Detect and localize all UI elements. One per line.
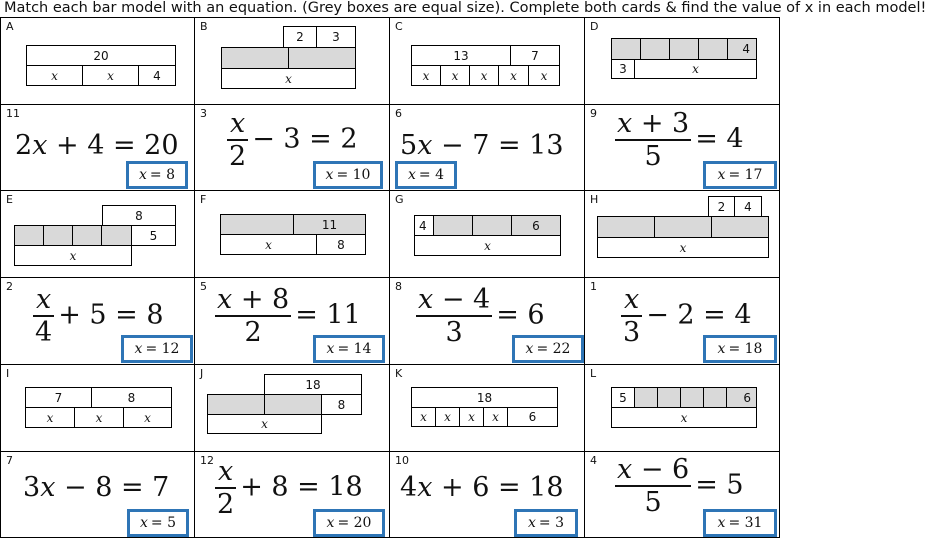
bar-x: x bbox=[597, 237, 769, 258]
answer-box[interactable]: x = 3 bbox=[514, 509, 578, 537]
card-label: 4 bbox=[590, 454, 597, 467]
grey-box bbox=[654, 216, 712, 238]
bar-x: x bbox=[469, 65, 499, 86]
bar-x: x bbox=[14, 245, 132, 266]
grey-box-constant: 6 bbox=[511, 215, 561, 236]
card-equation-5[interactable] bbox=[194, 277, 390, 365]
bar-constant: 5 bbox=[611, 387, 635, 408]
card-label: F bbox=[200, 193, 207, 206]
answer-box[interactable]: x = 5 bbox=[127, 509, 189, 537]
card-equation-10[interactable] bbox=[389, 451, 585, 538]
bar-x: x bbox=[220, 234, 317, 255]
bar-x: x bbox=[82, 65, 139, 86]
bar-x: x bbox=[26, 65, 83, 86]
card-b[interactable] bbox=[194, 17, 390, 105]
card-equation-3[interactable] bbox=[194, 104, 390, 191]
bar-total: 18 bbox=[411, 387, 558, 408]
card-label: 3 bbox=[200, 107, 207, 120]
card-equation-1[interactable] bbox=[584, 277, 780, 365]
card-label: H bbox=[590, 193, 599, 206]
grey-box bbox=[14, 225, 44, 246]
answer-box[interactable]: x = 20 bbox=[313, 509, 385, 537]
card-label: I bbox=[6, 367, 10, 380]
card-label: 2 bbox=[6, 280, 13, 293]
equation: $\frac{x - 6}{5}$ = 5 bbox=[617, 454, 744, 518]
grey-box bbox=[72, 225, 102, 246]
bar-x: x bbox=[25, 407, 75, 428]
bar-x: x bbox=[123, 407, 172, 428]
bar-x: x bbox=[440, 65, 470, 86]
bar-constant: 7 bbox=[510, 45, 560, 66]
bar-constant: 3 bbox=[611, 59, 635, 79]
equation: 5x − 7 = 13 bbox=[400, 130, 564, 161]
card-j[interactable] bbox=[194, 364, 390, 452]
card-label: B bbox=[200, 20, 208, 33]
card-label: 11 bbox=[6, 107, 20, 120]
card-equation-7[interactable] bbox=[0, 451, 195, 538]
grey-box bbox=[680, 387, 704, 408]
card-label: A bbox=[6, 20, 14, 33]
grey-box bbox=[43, 225, 73, 246]
grey-box bbox=[640, 38, 670, 60]
grey-box bbox=[101, 225, 132, 246]
equation: $\frac{x}{2}$ + 8 = 18 bbox=[217, 456, 363, 520]
answer-box[interactable]: x = 18 bbox=[703, 335, 777, 363]
grey-box-constant: 6 bbox=[726, 387, 757, 408]
grey-box bbox=[207, 394, 265, 415]
grey-box bbox=[221, 47, 289, 69]
card-equation-2[interactable] bbox=[0, 277, 195, 365]
card-equation-4[interactable] bbox=[584, 451, 780, 538]
equation: 4x + 6 = 18 bbox=[400, 472, 564, 503]
bar-x: x bbox=[634, 59, 757, 79]
card-label: 7 bbox=[6, 454, 13, 467]
card-equation-9[interactable] bbox=[584, 104, 780, 191]
card-e[interactable] bbox=[0, 190, 195, 278]
card-label: 8 bbox=[395, 280, 402, 293]
card-label: 1 bbox=[590, 280, 597, 293]
card-k[interactable] bbox=[389, 364, 585, 452]
grey-box bbox=[703, 387, 727, 408]
grey-box bbox=[220, 214, 294, 235]
card-label: J bbox=[200, 367, 204, 380]
bar-x: x bbox=[411, 65, 441, 86]
card-equation-12[interactable] bbox=[194, 451, 390, 538]
bar-constant: 8 bbox=[102, 205, 176, 226]
answer-box[interactable]: x = 12 bbox=[121, 335, 193, 363]
bar-x: x bbox=[207, 414, 322, 434]
card-c[interactable] bbox=[389, 17, 585, 105]
card-label: K bbox=[395, 367, 403, 380]
grey-box bbox=[288, 47, 356, 69]
answer-box[interactable]: x = 22 bbox=[512, 335, 584, 363]
card-label: 9 bbox=[590, 107, 597, 120]
card-h[interactable] bbox=[584, 190, 780, 278]
equation: $\frac{x}{3}$ − 2 = 4 bbox=[623, 284, 752, 348]
grey-box bbox=[611, 38, 641, 60]
bar-x: x bbox=[435, 407, 460, 427]
grey-box bbox=[472, 215, 512, 236]
equation: $\frac{x + 8}{2}$ = 11 bbox=[217, 284, 361, 348]
bar-constant: 6 bbox=[507, 407, 558, 427]
card-label: G bbox=[395, 193, 404, 206]
grey-box bbox=[264, 394, 322, 415]
card-f[interactable] bbox=[194, 190, 390, 278]
bar-constant: 18 bbox=[264, 374, 362, 395]
bar-x: x bbox=[414, 235, 561, 256]
bar-constant: 8 bbox=[316, 234, 366, 255]
grey-box bbox=[669, 38, 699, 60]
bar-constant: 2 bbox=[283, 26, 317, 48]
answer-box[interactable]: x = 14 bbox=[313, 335, 385, 363]
bar-x: x bbox=[221, 68, 356, 89]
card-label: C bbox=[395, 20, 403, 33]
bar-constant: 4 bbox=[414, 215, 434, 236]
card-label: 6 bbox=[395, 107, 402, 120]
answer-box[interactable]: x = 4 bbox=[395, 161, 457, 189]
bar-constant: 5 bbox=[131, 225, 176, 246]
bar-x: x bbox=[459, 407, 484, 427]
bar-x: x bbox=[498, 65, 529, 86]
card-equation-8[interactable] bbox=[389, 277, 585, 365]
grey-box bbox=[634, 387, 658, 408]
bar-x: x bbox=[483, 407, 508, 427]
answer-box[interactable]: x = 17 bbox=[703, 161, 777, 189]
card-g[interactable] bbox=[389, 190, 585, 278]
equation: 2x + 4 = 20 bbox=[15, 130, 179, 161]
card-equation-11[interactable] bbox=[0, 104, 195, 191]
bar-x: x bbox=[411, 407, 436, 427]
card-label: D bbox=[590, 20, 599, 33]
bar-constant: 8 bbox=[91, 387, 172, 408]
grey-box-constant: 4 bbox=[727, 38, 757, 60]
equation: $\frac{x}{4}$ + 5 = 8 bbox=[35, 284, 164, 348]
bar-total: 20 bbox=[26, 45, 176, 66]
bar-constant: 2 bbox=[708, 196, 735, 217]
equation: $\frac{x - 4}{3}$ = 6 bbox=[418, 284, 545, 348]
card-label: L bbox=[590, 367, 597, 380]
grey-box bbox=[433, 215, 473, 236]
worksheet-title: Match each bar model with an equation. (Grey boxes are equal size). Complete both cards & find the value of x in each model! bbox=[4, 0, 926, 16]
bar-x: x bbox=[528, 65, 560, 86]
equation: 3x − 8 = 7 bbox=[23, 472, 170, 503]
grey-box-constant: 11 bbox=[293, 214, 366, 235]
grey-box bbox=[698, 38, 728, 60]
grey-box bbox=[711, 216, 769, 238]
card-equation-6[interactable] bbox=[389, 104, 585, 191]
bar-constant: 7 bbox=[25, 387, 92, 408]
grey-box bbox=[657, 387, 681, 408]
bar-x: x bbox=[74, 407, 124, 428]
bar-constant: 4 bbox=[138, 65, 176, 86]
answer-box[interactable]: x = 10 bbox=[313, 161, 383, 189]
bar-x: x bbox=[611, 407, 757, 428]
card-label: 5 bbox=[200, 280, 207, 293]
answer-box[interactable]: x = 31 bbox=[703, 509, 777, 537]
card-d[interactable] bbox=[584, 17, 780, 105]
card-label: E bbox=[6, 193, 13, 206]
bar-constant: 8 bbox=[321, 394, 362, 415]
card-i[interactable] bbox=[0, 364, 195, 452]
card-label: 10 bbox=[395, 454, 409, 467]
card-a[interactable] bbox=[0, 17, 195, 105]
card-l[interactable] bbox=[584, 364, 780, 452]
bar-constant: 13 bbox=[411, 45, 511, 66]
equation: $\frac{x + 3}{5}$ = 4 bbox=[617, 108, 744, 172]
bar-constant: 4 bbox=[734, 196, 762, 217]
answer-box[interactable]: x = 8 bbox=[126, 161, 188, 189]
card-grid bbox=[0, 17, 780, 538]
grey-box bbox=[597, 216, 655, 238]
card-label: 12 bbox=[200, 454, 214, 467]
equation: $\frac{x}{2}$ − 3 = 2 bbox=[229, 108, 358, 172]
bar-constant: 3 bbox=[316, 26, 356, 48]
